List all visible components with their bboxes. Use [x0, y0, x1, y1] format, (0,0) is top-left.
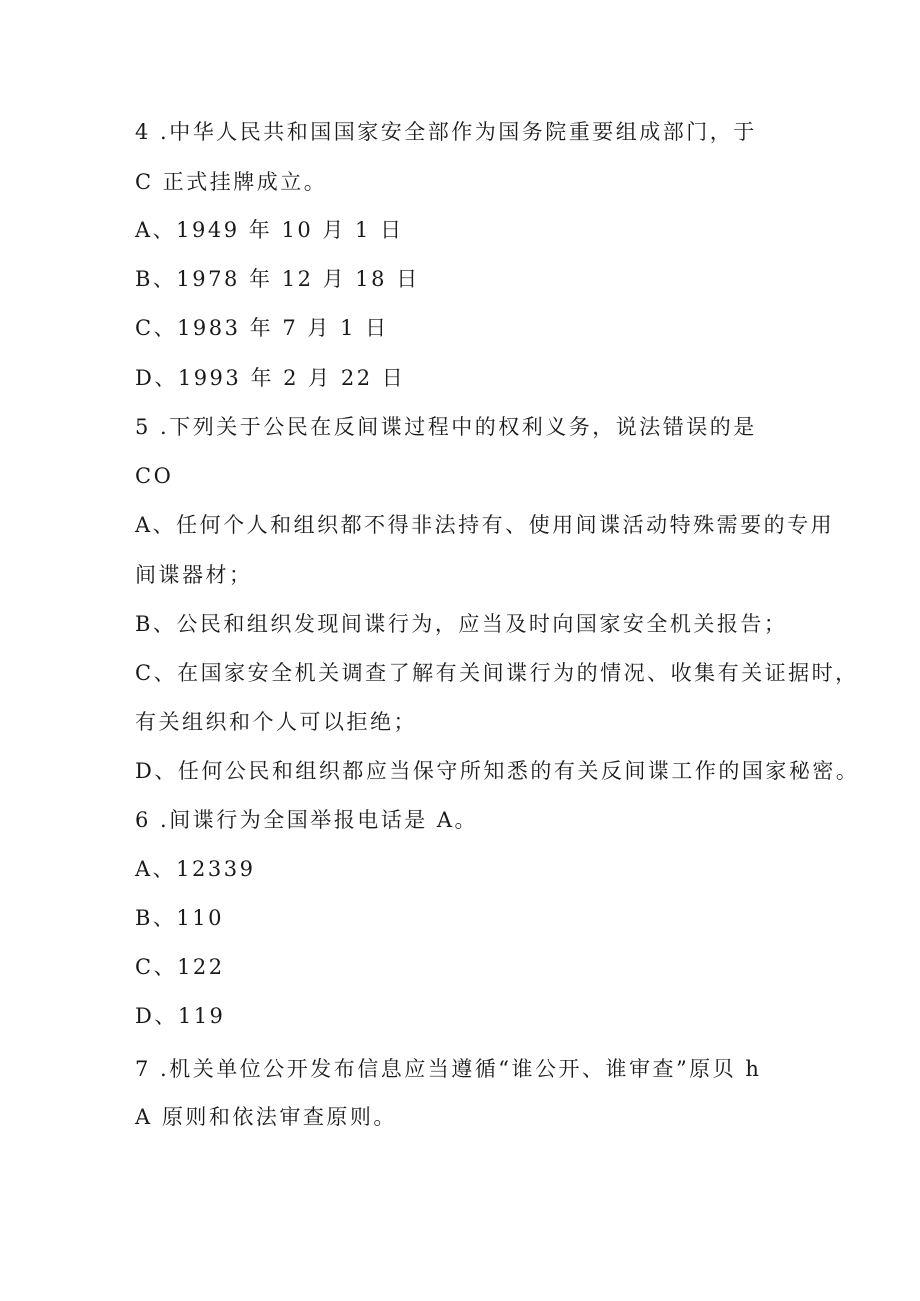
- question-4-stem-line-1: 4 .中华人民共和国国家安全部作为国务院重要组成部门，于: [135, 120, 757, 144]
- question-5-option-b: B、公民和组织发现间谍行为，应当及时向国家安全机关报告；: [135, 612, 788, 636]
- question-4-option-a: A、1949 年 10 月 1 日: [135, 218, 404, 242]
- question-4-option-d: D、1993 年 2 月 22 日: [135, 366, 406, 390]
- question-5-option-c-line-1: C、在国家安全机关调查了解有关间谍行为的情况、收集有关证据时，: [135, 661, 859, 685]
- question-5-option-a-line-1: A、任何个人和组织都不得非法持有、使用间谍活动特殊需要的专用: [135, 513, 835, 537]
- question-6-option-d: D、119: [135, 1004, 226, 1028]
- question-7-stem-line-2: A 原则和依法审查原则。: [135, 1105, 397, 1129]
- question-6-option-a: A、12339: [135, 857, 256, 881]
- question-5-option-a-line-2: 间谍器材；: [135, 563, 253, 587]
- question-4-option-c: C、1983 年 7 月 1 日: [135, 316, 389, 340]
- question-5-stem-line-2: CO: [135, 464, 174, 488]
- question-4-option-b: B、1978 年 12 月 18 日: [135, 267, 420, 291]
- question-6-option-b: B、110: [135, 906, 225, 930]
- question-5-option-c-line-2: 有关组织和个人可以拒绝；: [135, 710, 417, 734]
- question-5-stem-line-1: 5 .下列关于公民在反间谍过程中的权利义务，说法错误的是: [135, 415, 757, 439]
- question-5-option-d: D、任何公民和组织都应当保守所知悉的有关反间谍工作的国家秘密。: [135, 759, 860, 783]
- question-7-stem-line-1: 7 .机关单位公开发布信息应当遵循“谁公开、谁审查”原贝 h: [135, 1057, 762, 1081]
- question-6-option-c: C、122: [135, 955, 225, 979]
- question-6-stem: 6 .间谍行为全国举报电话是 A。: [135, 808, 479, 832]
- question-4-stem-line-2: C 正式挂牌成立。: [135, 170, 328, 194]
